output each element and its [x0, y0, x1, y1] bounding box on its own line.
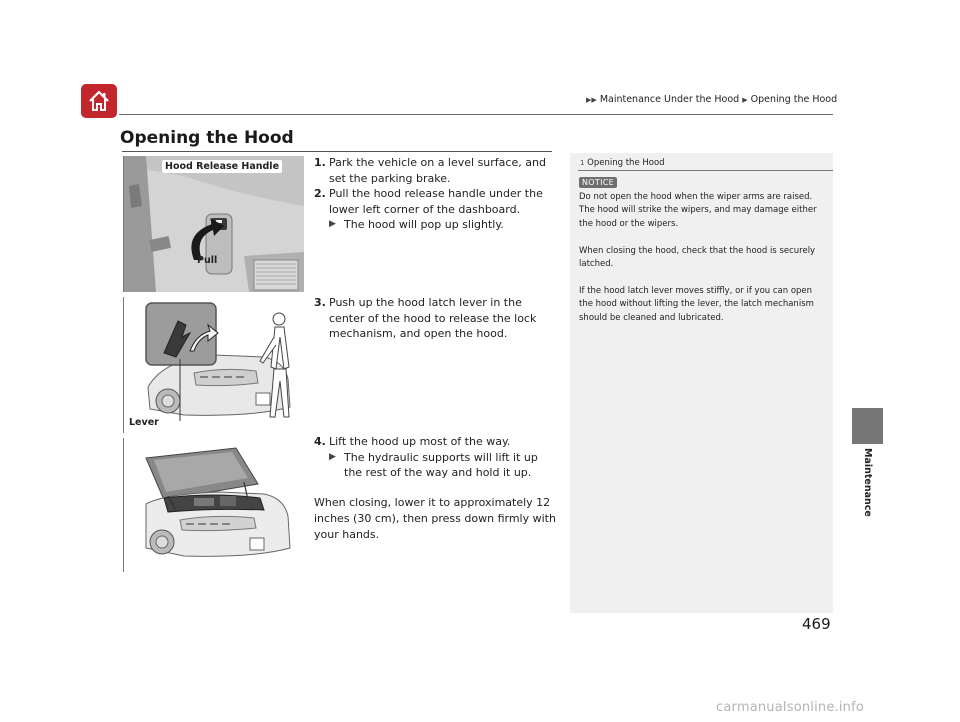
step-number: 4.	[314, 435, 326, 448]
breadcrumb	[586, 94, 838, 105]
hood-release-photo	[123, 156, 304, 292]
steps-1-2	[314, 155, 557, 233]
step-number: 1.	[314, 156, 326, 169]
step-3-block	[314, 295, 557, 342]
step-4-block	[314, 434, 557, 481]
sidebar-note	[570, 153, 833, 613]
maintenance-chapter-label: Maintenance	[862, 448, 873, 517]
sidebar-paragraph: Do not open the hood when the wiper arms are raised. The hood will strike the wipers, and may damage either the hood or the wipers.	[579, 192, 817, 229]
step-text: Pull the hood release handle under the lower left corner of the dashboard.	[329, 187, 543, 216]
home-button[interactable]	[81, 84, 117, 118]
step-number: 2.	[314, 187, 326, 200]
sidebar-paragraph: When closing the hood, check that the hood is securely latched.	[579, 245, 816, 270]
hood-latch-photo	[123, 297, 304, 433]
arrow-icon: ▶	[329, 219, 336, 229]
sidebar-body	[579, 191, 824, 338]
sidebar-paragraph: If the hood latch lever moves stiffly, or if you can open the hood without lifting the lever, the latch mechanism should be cleaned and lubricated.	[579, 285, 814, 323]
hood-open-photo	[123, 438, 304, 572]
step-1	[314, 155, 557, 186]
hood-release-handle-callout: Hood Release Handle	[162, 160, 282, 173]
step-text: Park the vehicle on a level surface, and set the parking brake.	[329, 156, 546, 185]
step-2	[314, 186, 557, 217]
breadcrumb-arrow: ▶▶	[586, 96, 597, 104]
title-divider	[122, 151, 552, 152]
step-2-result	[314, 217, 557, 233]
page-number: 469	[802, 615, 831, 633]
sidebar-divider	[578, 170, 833, 171]
notice-badge: NOTICE	[579, 177, 617, 188]
breadcrumb-link-maintenance-under-hood[interactable]: Maintenance Under the Hood	[599, 94, 740, 105]
step-4	[314, 434, 557, 450]
sidebar-title-text: Opening the Hood	[587, 158, 665, 168]
step-result-text: The hood will pop up slightly.	[344, 218, 504, 231]
step-3	[314, 295, 557, 342]
hood-release-illustration	[124, 156, 304, 292]
hood-latch-illustration	[124, 297, 304, 433]
step-text: Lift the hood up most of the way.	[329, 435, 511, 448]
home-icon	[87, 89, 111, 113]
step-4-result	[314, 450, 557, 481]
hood-open-illustration	[124, 438, 304, 572]
step-number: 3.	[314, 296, 326, 309]
watermark: carmanualsonline.info	[716, 700, 865, 715]
reference-marker: 1	[580, 159, 585, 167]
step-text: Push up the hood latch lever in the center of the hood to release the lock mechanism, and open the hood.	[329, 296, 537, 340]
pull-callout: Pull	[197, 255, 218, 266]
arrow-icon: ▶	[329, 451, 336, 462]
breadcrumb-current: Opening the Hood	[750, 94, 838, 105]
sidebar-title	[580, 158, 665, 168]
step-result-text: The hydraulic supports will lift it up the rest of the way and hold it up.	[344, 450, 538, 479]
header-divider	[119, 114, 833, 115]
breadcrumb-separator: ▶	[742, 96, 748, 104]
closing-instructions: When closing, lower it to approximately 12 inches (30 cm), then press down firmly with your hands.	[314, 496, 556, 541]
maintenance-chapter-tab[interactable]	[852, 408, 883, 444]
lever-callout: Lever	[129, 417, 159, 428]
page-title: Opening the Hood	[120, 128, 294, 148]
